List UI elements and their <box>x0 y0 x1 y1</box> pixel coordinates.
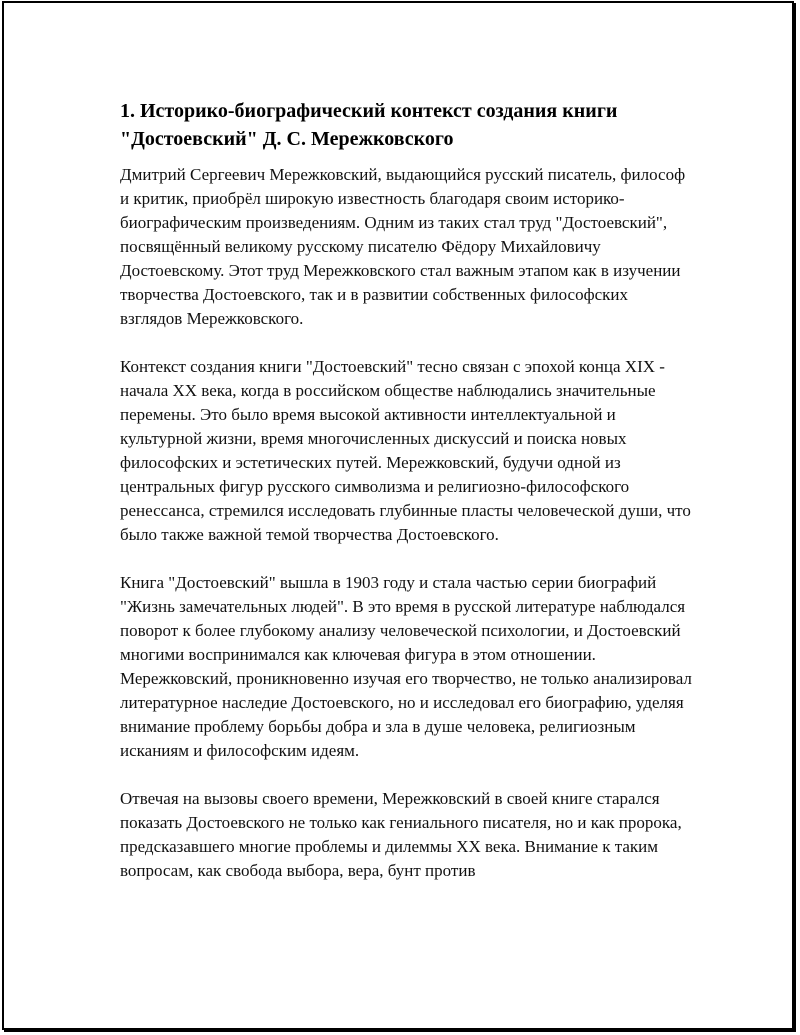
paragraph-2: Контекст создания книги "Достоевский" тесно связан с эпохой конца XIX - начала XX века, когда в российском обществе наблюдались значительные перемены. Это было время высокой активности интеллектуальной и культурной жизни, время многочисленных дискуссий и поиска новых философских и эстетических путей. Мережковский, будучи одной из центральных фигур русского символизма и религиозно-философского ренессанса, стремился исследовать глубинные пласты человеческой души, что было также важной темой творчества Достоевского. <box>120 357 691 544</box>
document-page <box>2 1 794 1030</box>
section-heading: 1. Историко-биографический контекст создания книги "Достоевский" Д. С. Мережковского <box>120 100 618 150</box>
paragraph-4: Отвечая на вызовы своего времени, Мережковский в своей книге старался показать Достоевского не только как гениального писателя, но и как пророка, предсказавшего многие проблемы и дилеммы XX века. Внимание к таким вопросам, как свобода выбора, вера, бунт против <box>120 789 682 880</box>
paragraph-3: Книга "Достоевский" вышла в 1903 году и стала частью серии биографий "Жизнь замечательных людей". В это время в русской литературе наблюдался поворот к более глубокому анализу человеческой психологии, и Достоевский многими воспринимался как ключевая фигура в этом отношении. Мережковский, проникновенно изучая его творчество, не только анализировал литературное наследие Достоевского, но и исследовал его биографию, уделяя внимание проблему борьбы добра и зла в душе человека, религиозным исканиям и философским идеям. <box>120 573 692 760</box>
document-body <box>120 97 692 907</box>
paragraph-1: Дмитрий Сергеевич Мережковский, выдающийся русский писатель, философ и критик, приобрёл широкую известность благодаря своим историко-биографическим произведениям. Одним из таких стал труд "Достоевский", посвящённый великому русскому писателю Фёдору Михайловичу Достоевскому. Этот труд Мережковского стал важным этапом как в изучении творчества Достоевского, так и в развитии собственных философских взглядов Мережковского. <box>120 165 686 328</box>
